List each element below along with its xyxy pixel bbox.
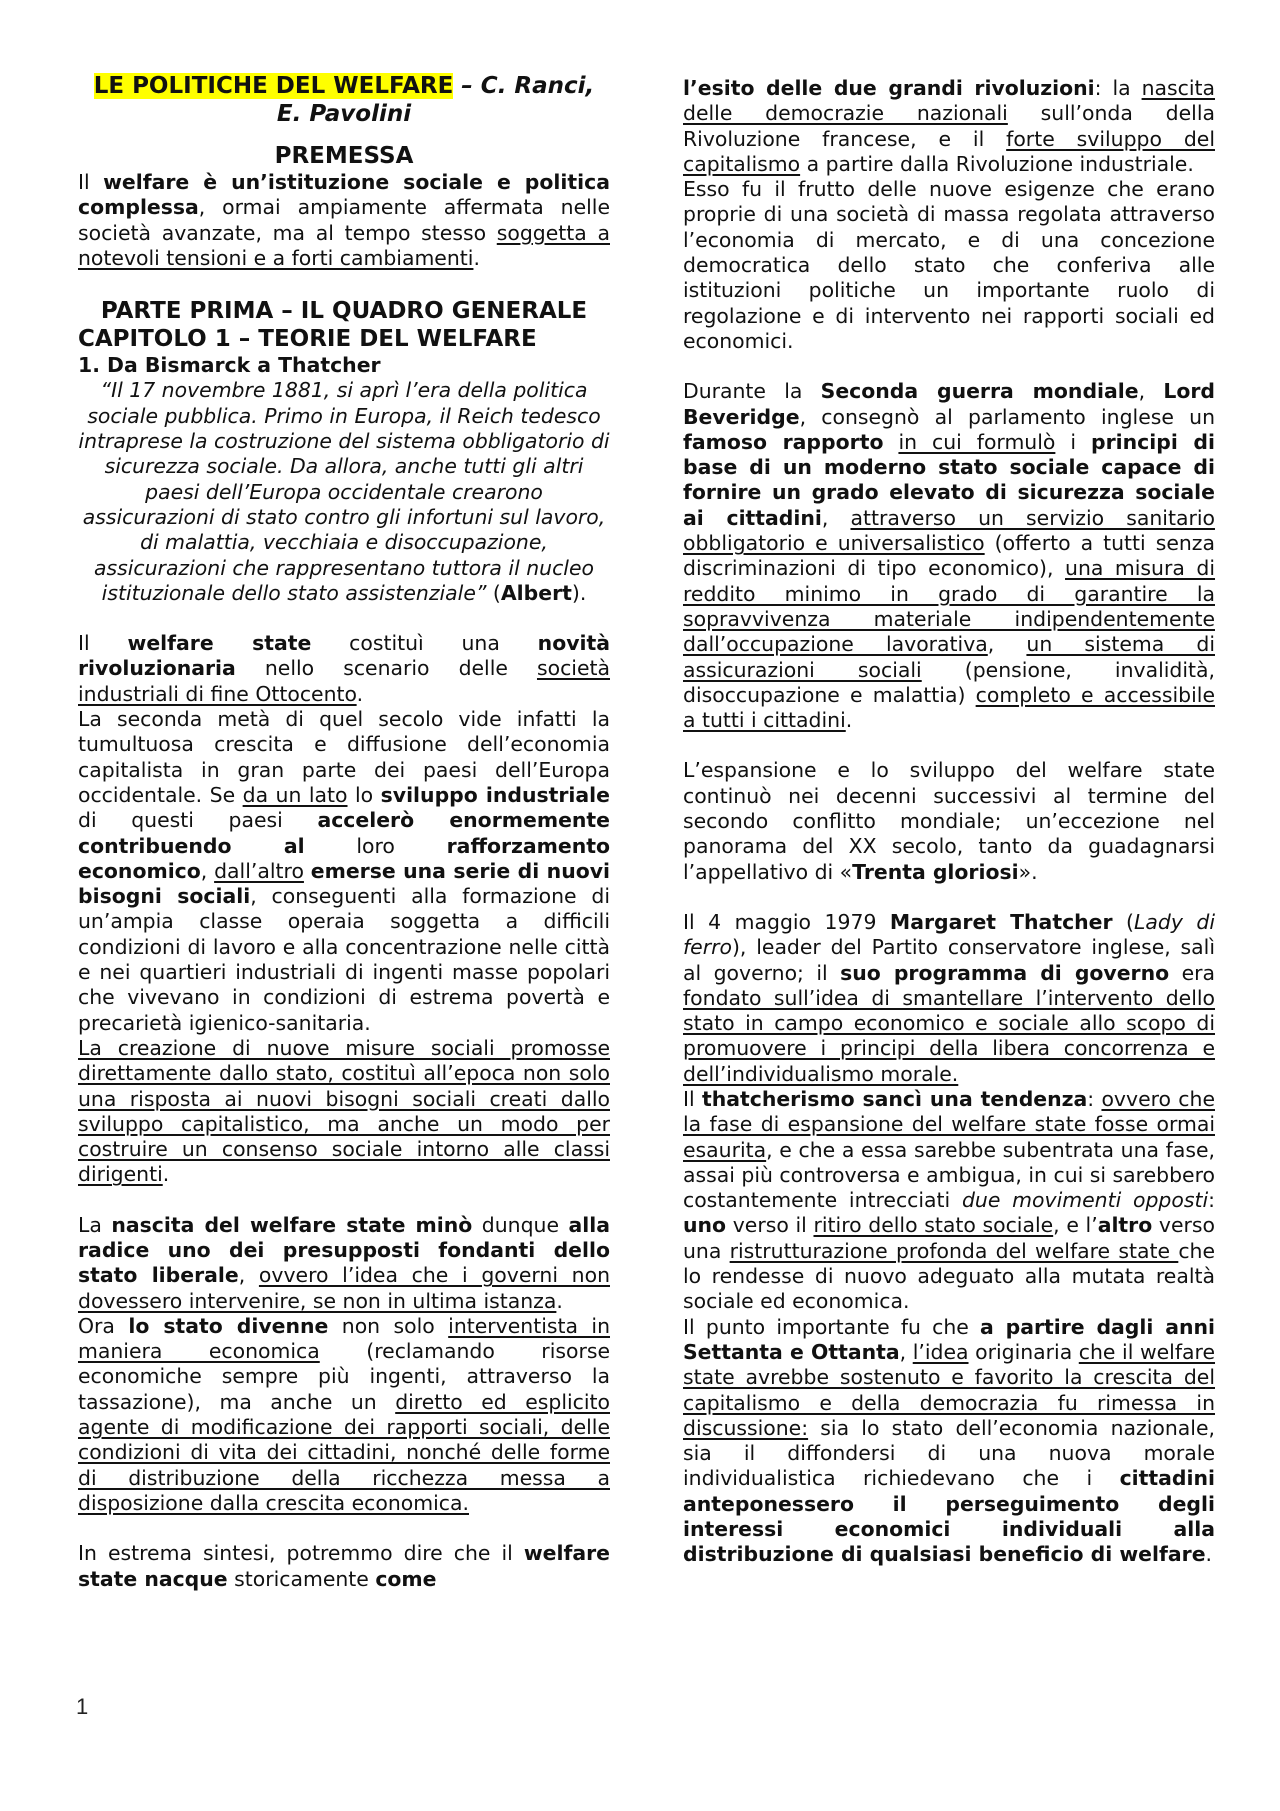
paragraph-espansione: L’espansione e lo sviluppo del welfare state continuò nei decenni successivi al termine del secondo conflitto mondiale; un’eccezione nel panorama del XX secolo, tanto da guadagnarsi l’appellativo di «Trenta gloriosi». (683, 758, 1215, 884)
paragraph-punto-importante: Il punto importante fu che a partire dagli anni Settanta e Ottanta, l’idea originaria che il welfare state avrebbe sostenuto e favorito la crescita del capitalismo e della democrazia fu rimessa in discussione: sia lo stato dell’economia nazionale, sia il diffondersi di una nuova morale individualistica richiedevano che i cittadini anteponessero il perseguimento degli interessi economici individuali alla distribuzione di qualsiasi beneficio di welfare. (683, 1314, 1216, 1567)
paragraph-ora-stato: Ora lo stato divenne non solo interventista in maniera economica (reclamando risorse economiche sempre più ingenti, attraverso la tassazione), ma anche un diretto ed esplicito agente di modificazione dei rapporti sociali, delle condizioni di vita dei cittadini, nonché delle forme di distribuzione della ricchezza messa a disposizione dalla crescita economica. (78, 1313, 611, 1515)
paragraph-creazione: La creazione di nuove misure sociali promosse direttamente dallo stato, costituì all’epoca non solo una risposta ai nuovi bisogni sociali creati dallo sviluppo capitalistico, ma anche un modo per costruire un consenso sociale intorno alle classi dirigenti. (78, 1035, 610, 1187)
premessa-paragraph: Il welfare è un’istituzione sociale e politica complessa, ormai ampiamente affermata nelle società avanzate, ma al tempo stesso soggetta a notevoli tensioni e a forti cambiamenti. (78, 170, 610, 270)
paragraph-thatcherismo: Il thatcherismo sancì una tendenza: ovvero che la fase di espansione del welfare state fosse ormai esaurita, e che a essa sarebbe subentrata una fase, assai più controversa e ambigua, in cui si sarebbero costantemente intrecciati due movimenti opposti: uno verso il ritiro dello stato sociale, e l’altro verso una ristrutturazione profonda del welfare state che lo rendesse di nuovo adeguato alla mutata realtà sociale ed economica. (683, 1086, 1216, 1314)
paragraph-nascita: La nascita del welfare state minò dunque alla radice uno dei presupposti fondanti dello stato liberale, ovvero l’idea che i governi non dovessero intervenire, se non in ultima istanza. (78, 1212, 610, 1313)
albert-quote: “Il 17 novembre 1881, si aprì l’era della politica sociale pubblica. Primo in Europa, il Reich tedesco intraprese la costruzione del sistema obbligatorio di sicurezza sociale. Da allora, anche tutti gli altri paesi dell’Europa occidentale crearono assicurazioni di stato contro gli infortuni sul lavoro, di malattia, vecchiaia e disoccupazione, assicurazioni che rappresentano tuttora il nucleo istituzionale dello stato assistenziale” (Albert). (78, 378, 610, 605)
title-main: LE POLITICHE DEL WELFARE (93, 73, 454, 99)
left-column (78, 72, 610, 1592)
premessa-heading: PREMESSA (274, 143, 414, 169)
section-heading: 1. Da Bismarck a Thatcher (78, 353, 381, 378)
parte-heading: PARTE PRIMA – IL QUADRO GENERALE (100, 298, 588, 325)
paragraph-rivoluzioni: l’esito delle due grandi rivoluzioni: la nascita delle democrazie nazionali sull’onda della Rivoluzione francese, e il forte sviluppo del capitalismo a partire dalla Rivoluzione industriale. (683, 76, 1215, 176)
paragraph-esigenze: Esso fu il frutto delle nuove esigenze che erano proprie di una società di massa regolata attraverso l’economia di mercato, e di una concezione democratica dello stato che conferiva alle istituzioni politiche un importante ruolo di regolazione e di intervento nei rapporti sociali ed economici. (683, 177, 1215, 353)
document-title (78, 72, 610, 128)
paragraph-thatcher: Il 4 maggio 1979 Margaret Thatcher (Lady di ferro), leader del Partito conservatore inglese, salì al governo; il suo programma di governo era fondato sull’idea di smantellare l’intervento dello stato in campo economico e sociale allo scopo di promuovere i principi della libera concorrenza e dell’individualismo morale. (683, 909, 1215, 1086)
right-column (683, 76, 1215, 1568)
paragraph-beveridge: Durante la Seconda guerra mondiale, Lord Beveridge, consegnò al parlamento inglese un famoso rapporto in cui formulò i principi di base di un moderno stato sociale capace di fornire un grado elevato di sicurezza sociale ai cittadini, attraverso un servizio sanitario obbligatorio e universalistico (offerto a tutti senza discriminazioni di tipo economico), una misura di reddito minimo in grado di garantire la sopravvivenza materiale indipendentemente dall’occupazione lavorativa, un sistema di assicurazioni sociali (pensione, invalidità, disoccupazione e malattia) completo e accessibile a tutti i cittadini. (683, 379, 1216, 733)
capitolo-heading: CAPITOLO 1 – TEORIE DEL WELFARE (78, 326, 537, 353)
page-number: 1 (76, 1694, 89, 1719)
paragraph-seconda-meta: La seconda metà di quel secolo vide infatti la tumultuosa crescita e diffusione dell’economia capitalista in gran parte dei paesi dell’Europa occidentale. Se da un lato lo sviluppo industriale di questi paesi accelerò enormemente contribuendo al loro rafforzamento economico, dall’altro emerse una serie di nuovi bisogni sociali, conseguenti alla formazione di un’ampia classe operaia soggetta a difficili condizioni di lavoro e alla concentrazione nelle città e nei quartieri industriali di ingenti masse popolari che vivevano in condizioni di estrema povertà e precarietà igienico-sanitaria. (78, 707, 610, 1035)
paragraph-novita: Il welfare state costituì una novità rivoluzionaria nello scenario delle società industriali di fine Ottocento. (78, 631, 610, 706)
title-authors-line2: E. Pavolini (276, 101, 412, 127)
paragraph-sintesi: In estrema sintesi, potremmo dire che il welfare state nacque storicamente come (78, 1541, 610, 1591)
title-authors-line1: – C. Ranci, (453, 73, 595, 99)
